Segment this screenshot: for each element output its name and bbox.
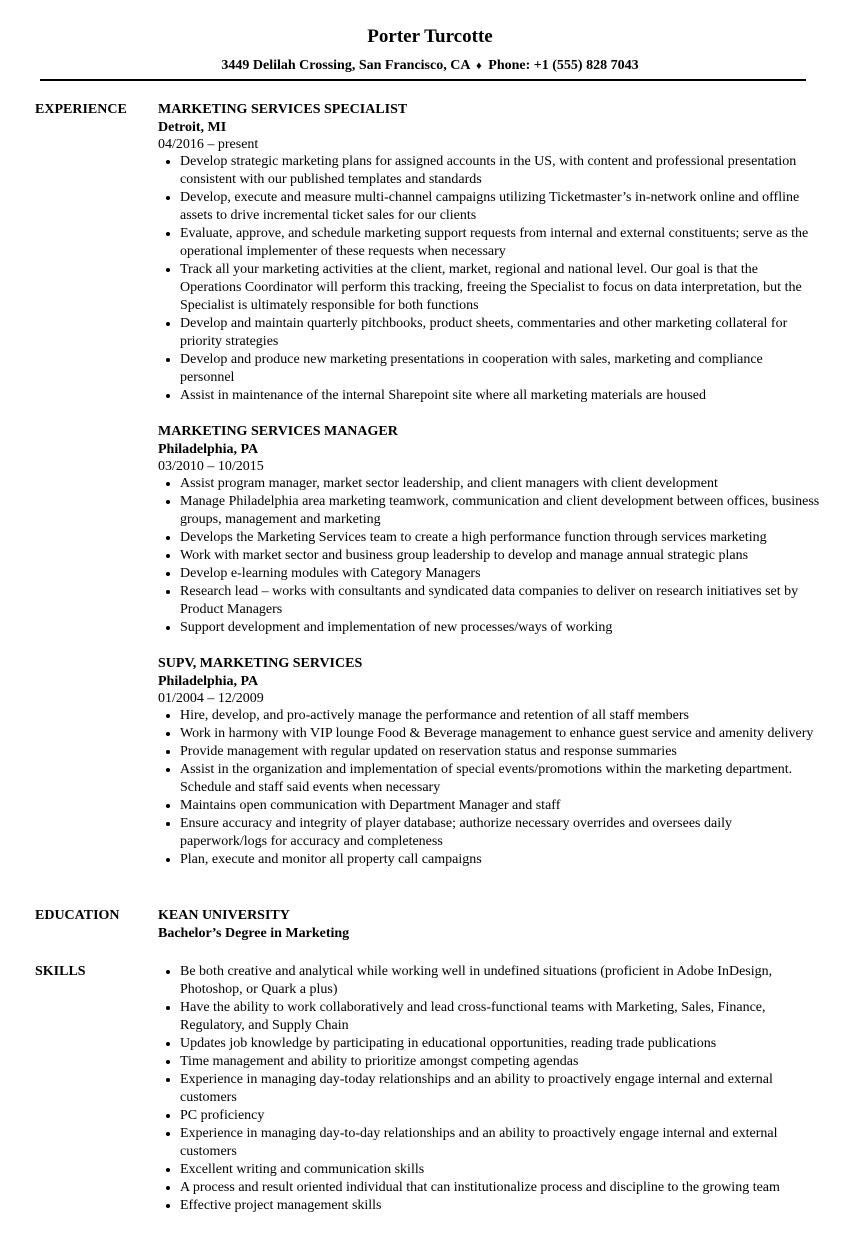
bullet-item: Assist program manager, market sector leadership, and client managers with client development bbox=[158, 475, 820, 493]
school-name: KEAN UNIVERSITY bbox=[158, 908, 290, 923]
skill-item: Effective project management skills bbox=[158, 1197, 820, 1215]
job-location: Detroit, MI bbox=[158, 120, 227, 135]
section-label-education: EDUCATION bbox=[35, 908, 120, 923]
job-entry bbox=[158, 655, 820, 869]
bullet-item: Develop and maintain quarterly pitchbooks, product sheets, commentaries and other marketing collateral for priority strategies bbox=[158, 315, 820, 351]
job-title: SUPV, MARKETING SERVICES bbox=[158, 656, 363, 671]
candidate-name: Porter Turcotte bbox=[367, 26, 493, 47]
bullet-item: Develops the Marketing Services team to create a high performance function through services marketing bbox=[158, 529, 820, 547]
job-bullets bbox=[158, 153, 820, 405]
education-section bbox=[35, 907, 820, 943]
bullet-item: Work in harmony with VIP lounge Food & Beverage management to enhance guest service and amenity delivery bbox=[158, 725, 820, 743]
experience-list bbox=[158, 101, 820, 887]
section-label-experience: EXPERIENCE bbox=[35, 102, 127, 117]
bullet-item: Develop e-learning modules with Category Managers bbox=[158, 565, 820, 583]
skill-item: Time management and ability to prioritize amongst competing agendas bbox=[158, 1053, 820, 1071]
bullet-item: Manage Philadelphia area marketing teamwork, communication and client development between offices, business groups, management and marketing bbox=[158, 493, 820, 529]
experience-section bbox=[35, 101, 820, 887]
bullet-item: Hire, develop, and pro-actively manage the performance and retention of all staff members bbox=[158, 707, 820, 725]
skill-item: Experience in managing day-today relationships and an ability to proactively engage internal and external customers bbox=[158, 1071, 820, 1107]
bullet-item: Develop, execute and measure multi-channel campaigns utilizing Ticketmaster’s in-network online and offline assets to drive incremental ticket sales for our clients bbox=[158, 189, 820, 225]
skill-item: A process and result oriented individual that can institutionalize process and discipline to the growing team bbox=[158, 1179, 820, 1197]
contact-line bbox=[0, 57, 860, 75]
skill-item: Have the ability to work collaboratively and lead cross-functional teams with Marketing, Sales, Finance, Regulatory, and Supply Chain bbox=[158, 999, 820, 1035]
skills-section bbox=[35, 963, 820, 1215]
bullet-item: Provide management with regular updated on reservation status and response summaries bbox=[158, 743, 820, 761]
diamond-separator-icon: ♦ bbox=[476, 60, 482, 72]
skills-list bbox=[158, 963, 820, 1215]
job-dates: 01/2004 – 12/2009 bbox=[158, 691, 264, 706]
bullet-item: Develop and produce new marketing presentations in cooperation with sales, marketing and compliance personnel bbox=[158, 351, 820, 387]
job-dates: 03/2010 – 10/2015 bbox=[158, 459, 264, 474]
address: 3449 Delilah Crossing, San Francisco, CA bbox=[221, 58, 470, 73]
degree: Bachelor’s Degree in Marketing bbox=[158, 926, 350, 941]
job-location: Philadelphia, PA bbox=[158, 442, 259, 457]
bullet-item: Work with market sector and business group leadership to develop and manage annual strategic plans bbox=[158, 547, 820, 565]
job-title: MARKETING SERVICES SPECIALIST bbox=[158, 102, 408, 117]
bullet-item: Track all your marketing activities at the client, market, regional and national level. Our goal is that the Operations Coordinator will perform this tracking, freeing the Specialist to focus on data interpretation, but the Specialist is ultimately responsible for both functions bbox=[158, 261, 820, 315]
job-bullets bbox=[158, 707, 820, 869]
job-entry bbox=[158, 101, 820, 405]
bullet-item: Ensure accuracy and integrity of player database; authorize necessary overrides and oversees daily paperwork/logs for accuracy and completeness bbox=[158, 815, 820, 851]
bullet-item: Plan, execute and monitor all property call campaigns bbox=[158, 851, 820, 869]
skills-body bbox=[158, 963, 820, 1215]
bullet-item: Research lead – works with consultants and syndicated data companies to deliver on research initiatives set by Product Managers bbox=[158, 583, 820, 619]
skill-item: Updates job knowledge by participating in educational opportunities, reading trade publications bbox=[158, 1035, 820, 1053]
bullet-item: Assist in the organization and implementation of special events/promotions within the marketing department. Schedule and staff said events when necessary bbox=[158, 761, 820, 797]
skill-item: PC proficiency bbox=[158, 1107, 820, 1125]
job-location: Philadelphia, PA bbox=[158, 674, 259, 689]
resume-header bbox=[0, 0, 860, 75]
bullet-item: Support development and implementation of new processes/ways of working bbox=[158, 619, 820, 637]
section-label-skills: SKILLS bbox=[35, 964, 86, 979]
bullet-item: Maintains open communication with Department Manager and staff bbox=[158, 797, 820, 815]
phone: Phone: +1 (555) 828 7043 bbox=[488, 58, 639, 73]
bullet-item: Evaluate, approve, and schedule marketing support requests from internal and external constituents; serve as the operational implementer of these requests when necessary bbox=[158, 225, 820, 261]
skill-item: Excellent writing and communication skills bbox=[158, 1161, 820, 1179]
job-bullets bbox=[158, 475, 820, 637]
header-divider bbox=[40, 79, 806, 81]
job-entry bbox=[158, 423, 820, 637]
bullet-item: Assist in maintenance of the internal Sharepoint site where all marketing materials are housed bbox=[158, 387, 820, 405]
skill-item: Experience in managing day-to-day relationships and an ability to proactively engage internal and external customers bbox=[158, 1125, 820, 1161]
bullet-item: Develop strategic marketing plans for assigned accounts in the US, with content and professional presentation consistent with our published templates and standards bbox=[158, 153, 820, 189]
job-title: MARKETING SERVICES MANAGER bbox=[158, 424, 398, 439]
job-dates: 04/2016 – present bbox=[158, 137, 259, 152]
education-body bbox=[158, 907, 820, 943]
skill-item: Be both creative and analytical while working well in undefined situations (proficient in Adobe InDesign, Photoshop, or Quark a plus) bbox=[158, 963, 820, 999]
